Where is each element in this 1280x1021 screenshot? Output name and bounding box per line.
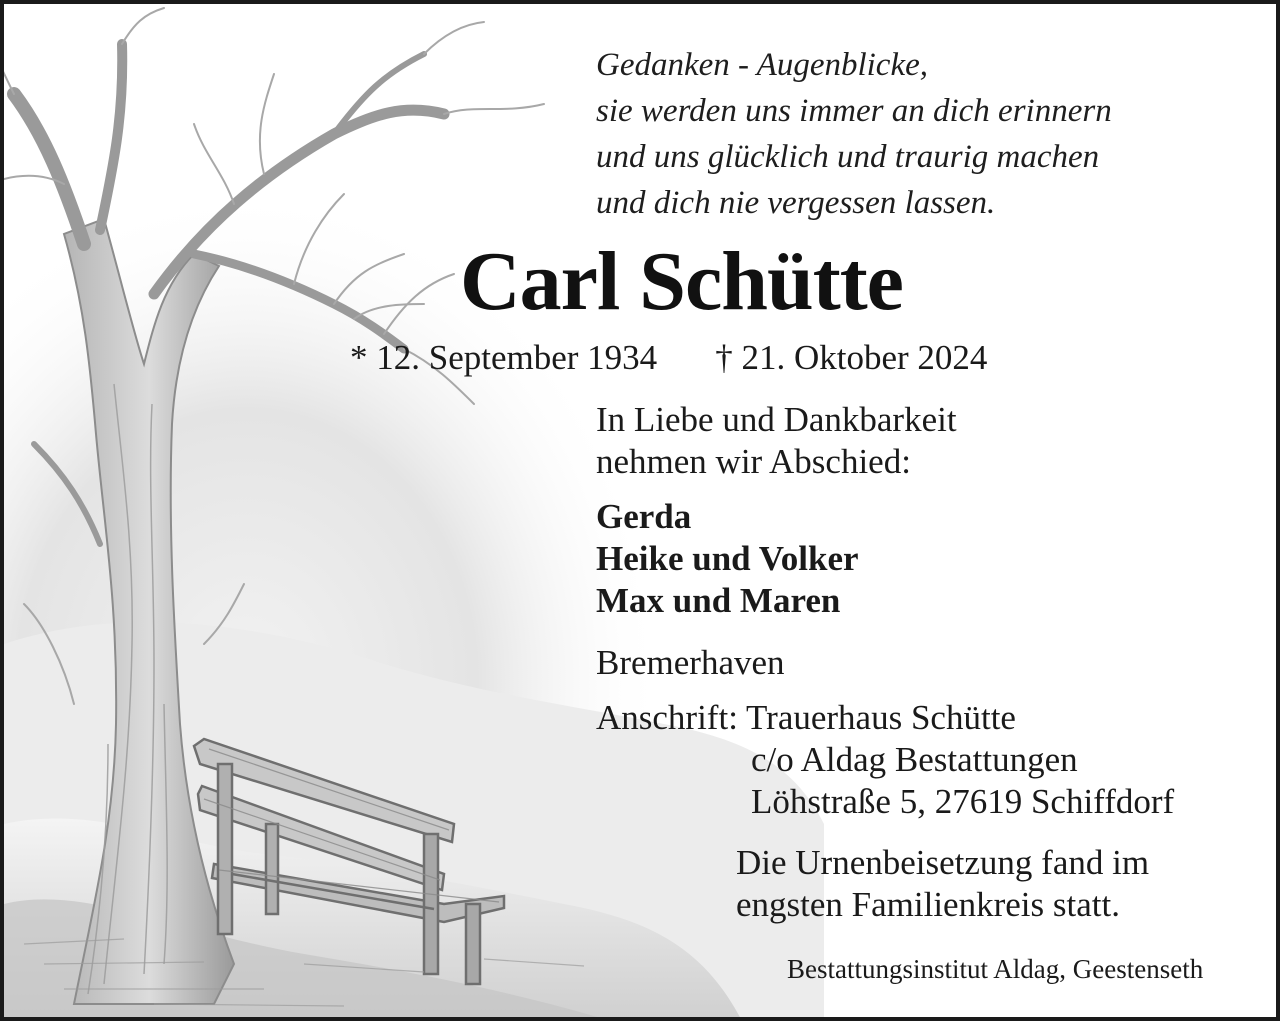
address-line: Anschrift: Trauerhaus Schütte [596, 698, 1016, 737]
life-dates [350, 336, 987, 380]
notice-line: Die Urnenbeisetzung fand im [736, 843, 1150, 882]
funeral-home: Bestattungsinstitut Aldag, Geestenseth [787, 954, 1204, 984]
burial-notice [736, 842, 1149, 926]
address-line: Löhstraße 5, 27619 Schiffdorf [751, 782, 1175, 821]
verse-line: Gedanken - Augenblicke, [596, 47, 928, 83]
mourner-name: Max und Maren [596, 581, 841, 620]
intro-line: nehmen wir Abschied: [596, 442, 911, 481]
death-date: † 21. Oktober 2024 [715, 338, 988, 377]
deceased-name: Carl Schütte [460, 235, 903, 328]
memorial-verse [596, 42, 1112, 226]
notice-line: engsten Familienkreis statt. [736, 885, 1120, 924]
farewell-intro [596, 399, 957, 483]
mourner-names [596, 496, 859, 622]
birth-date: * 12. September 1934 [350, 338, 658, 377]
verse-line: und dich nie vergessen lassen. [596, 185, 996, 221]
mourner-name: Gerda [596, 497, 692, 536]
verse-line: sie werden uns immer an dich erinnern [596, 93, 1112, 129]
mourner-name: Heike und Volker [596, 539, 859, 578]
address-line: c/o Aldag Bestattungen [751, 740, 1078, 779]
city: Bremerhaven [596, 643, 785, 682]
intro-line: In Liebe und Dankbarkeit [596, 400, 957, 439]
mourning-address [596, 697, 1174, 823]
verse-line: und uns glücklich und traurig machen [596, 139, 1100, 175]
